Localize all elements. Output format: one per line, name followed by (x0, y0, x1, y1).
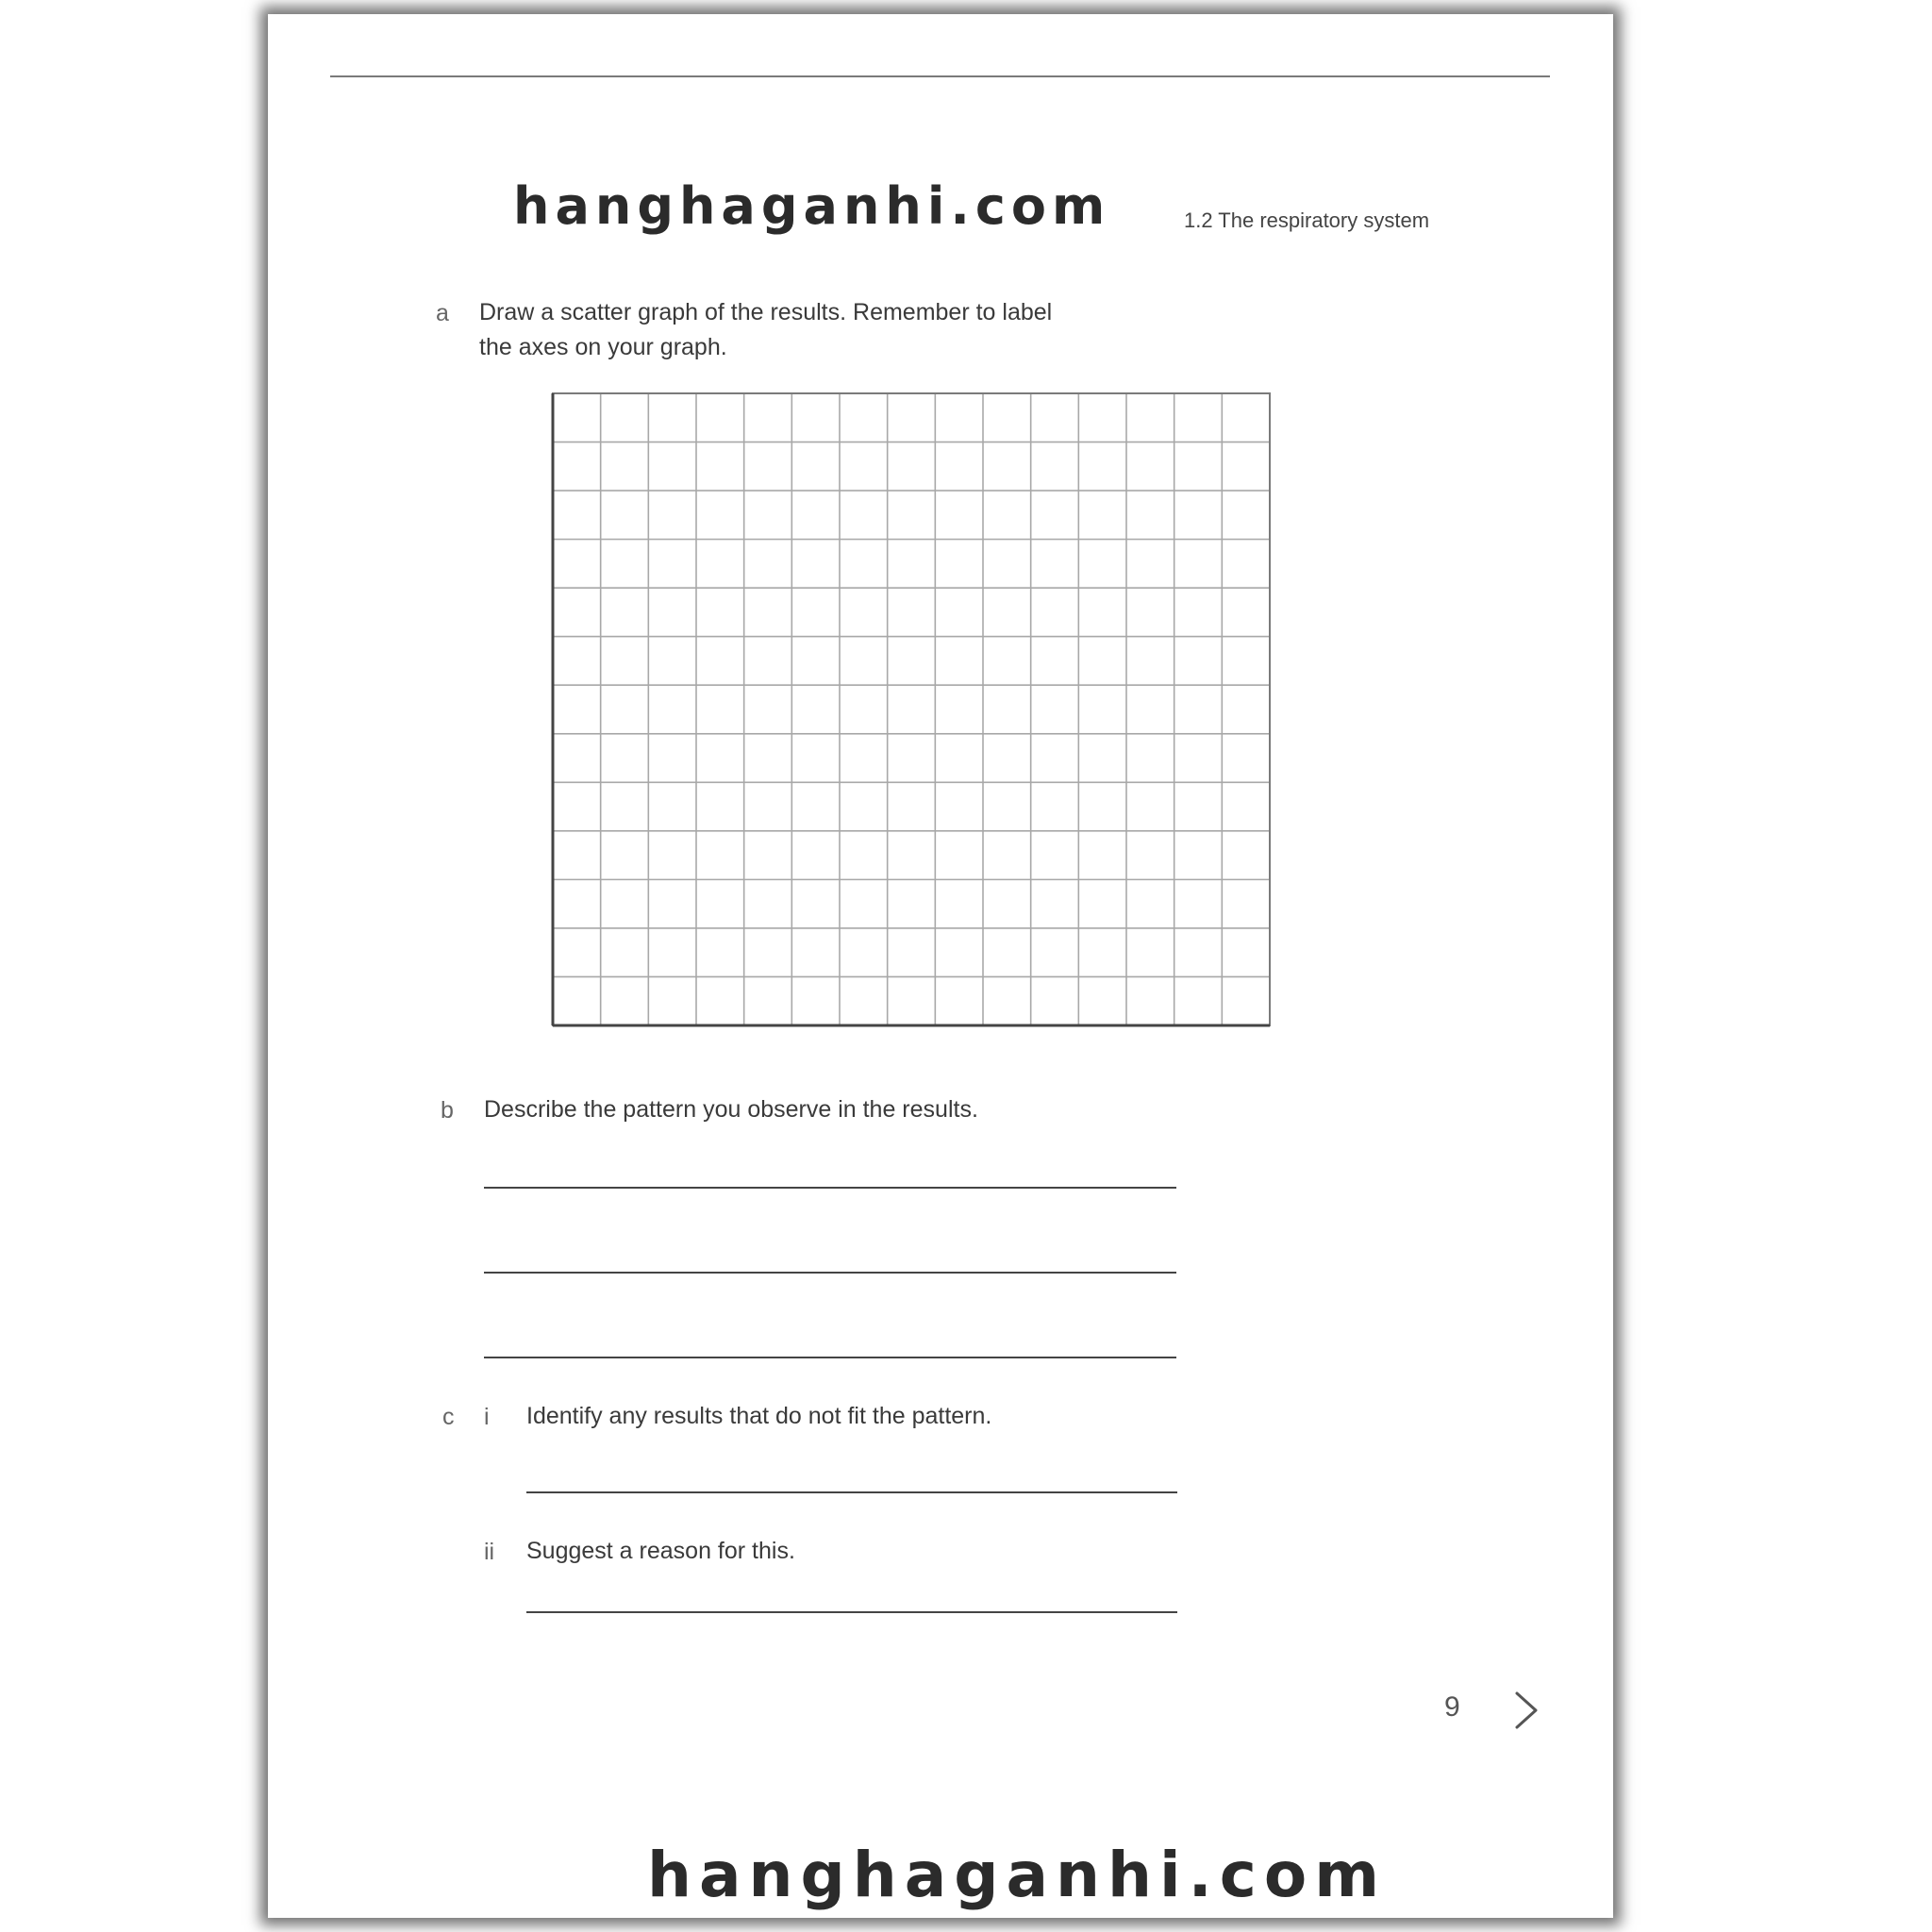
graph-paper-grid[interactable] (551, 391, 1272, 1037)
answer-line-b-3[interactable] (484, 1357, 1176, 1358)
chevron-right-icon[interactable] (1509, 1690, 1543, 1731)
watermark-bottom: hanghaganhi.com (647, 1839, 1387, 1911)
question-c-i-numeral: i (484, 1404, 490, 1430)
question-a-letter: a (436, 300, 449, 326)
watermark-top: hanghaganhi.com (513, 176, 1111, 236)
answer-line-b-1[interactable] (484, 1187, 1176, 1189)
question-c-ii-numeral: ii (484, 1539, 495, 1565)
workbook-page (268, 14, 1613, 1918)
section-header: 1.2 The respiratory system (1184, 208, 1430, 232)
question-b-letter: b (441, 1097, 454, 1124)
answer-line-c-i[interactable] (526, 1491, 1177, 1493)
question-c-i-text: Identify any results that do not fit the pattern. (526, 1403, 992, 1429)
answer-line-b-2[interactable] (484, 1272, 1176, 1274)
question-a-line-1: Draw a scatter graph of the results. Remember to label (479, 299, 1053, 325)
grid-border (553, 393, 1270, 1025)
page-number: 9 (1444, 1691, 1460, 1723)
question-c-letter: c (442, 1404, 455, 1430)
question-a-text (479, 295, 1052, 365)
question-c-ii-text: Suggest a reason for this. (526, 1538, 795, 1564)
question-b-text: Describe the pattern you observe in the results. (484, 1096, 978, 1123)
header-rule (330, 75, 1550, 77)
answer-line-c-ii[interactable] (526, 1611, 1177, 1613)
question-a-line-2: the axes on your graph. (479, 334, 727, 360)
